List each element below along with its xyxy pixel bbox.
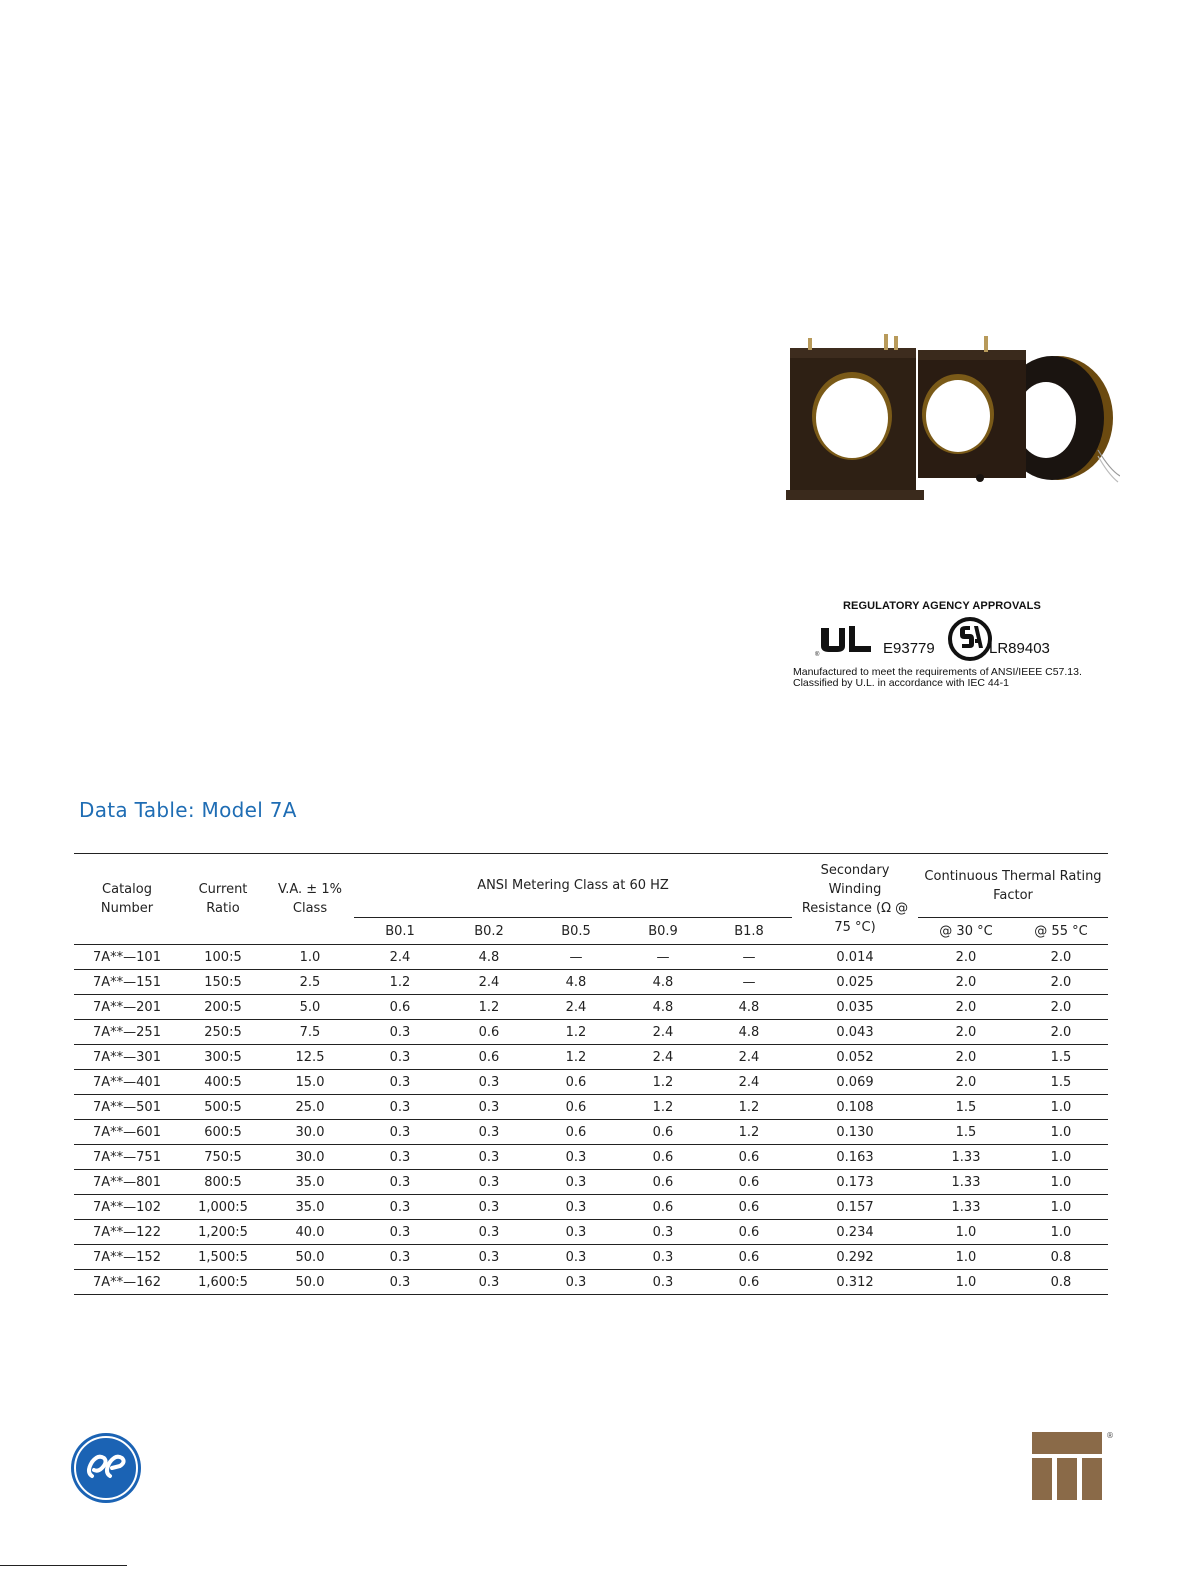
cell-b09: 1.2	[620, 1095, 706, 1120]
cell-secondary: 0.035	[792, 995, 918, 1020]
header-va: V.A. ± 1% Class	[266, 854, 354, 945]
cell-b01: 0.3	[354, 1145, 446, 1170]
header-crf: Continuous Thermal Rating Factor	[918, 854, 1108, 918]
cell-b01: 1.2	[354, 970, 446, 995]
cell-b01: 0.3	[354, 1120, 446, 1145]
cell-t55: 1.5	[1014, 1070, 1108, 1095]
cell-ratio: 100:5	[180, 945, 266, 970]
registered-mark-icon: ®	[815, 652, 820, 658]
cell-t55: 2.0	[1014, 995, 1108, 1020]
cell-catalog: 7A**—151	[74, 970, 180, 995]
cell-b18: 0.6	[706, 1170, 792, 1195]
cell-t30: 2.0	[918, 1070, 1014, 1095]
csa-number: LR89403	[989, 640, 1050, 657]
cell-catalog: 7A**—401	[74, 1070, 180, 1095]
cell-b01: 0.3	[354, 1045, 446, 1070]
table-row	[74, 970, 1108, 995]
cell-b05: 0.3	[532, 1220, 620, 1245]
cell-t30: 1.33	[918, 1170, 1014, 1195]
approvals-heading: REGULATORY AGENCY APPROVALS	[843, 600, 1041, 612]
cell-b02: 0.6	[446, 1045, 532, 1070]
approvals-note	[793, 667, 1082, 689]
cell-ratio: 1,200:5	[180, 1220, 266, 1245]
cell-secondary: 0.312	[792, 1270, 918, 1295]
cell-va: 12.5	[266, 1045, 354, 1070]
cell-b18: 2.4	[706, 1045, 792, 1070]
cell-catalog: 7A**—122	[74, 1220, 180, 1245]
cell-va: 7.5	[266, 1020, 354, 1045]
section-title: Data Table: Model 7A	[79, 798, 297, 822]
header-secondary: Secondary Winding Resistance (Ω @ 75 °C)	[792, 854, 918, 945]
cell-va: 40.0	[266, 1220, 354, 1245]
cell-b05: 4.8	[532, 970, 620, 995]
header-t30: @ 30 °C	[918, 918, 1014, 945]
cell-b09: 0.6	[620, 1145, 706, 1170]
cell-b02: 2.4	[446, 970, 532, 995]
cell-b09: 1.2	[620, 1070, 706, 1095]
data-table	[74, 853, 1108, 1295]
cell-ratio: 150:5	[180, 970, 266, 995]
cell-b02: 0.3	[446, 1220, 532, 1245]
cell-secondary: 0.130	[792, 1120, 918, 1145]
table-row	[74, 1120, 1108, 1145]
cell-va: 35.0	[266, 1170, 354, 1195]
cell-secondary: 0.069	[792, 1070, 918, 1095]
cell-secondary: 0.157	[792, 1195, 918, 1220]
cell-ratio: 800:5	[180, 1170, 266, 1195]
cell-b09: 0.6	[620, 1170, 706, 1195]
table-row	[74, 1195, 1108, 1220]
cell-t30: 2.0	[918, 945, 1014, 970]
cell-va: 15.0	[266, 1070, 354, 1095]
cell-va: 5.0	[266, 995, 354, 1020]
cell-b09: 0.6	[620, 1120, 706, 1145]
table-header-row	[74, 854, 1108, 918]
cell-va: 50.0	[266, 1270, 354, 1295]
cell-b05: —	[532, 945, 620, 970]
header-ratio: Current Ratio	[180, 854, 266, 945]
cell-b05: 2.4	[532, 995, 620, 1020]
cell-b18: 4.8	[706, 995, 792, 1020]
cell-t30: 1.33	[918, 1195, 1014, 1220]
cell-t55: 1.5	[1014, 1045, 1108, 1070]
cell-b09: 0.3	[620, 1270, 706, 1295]
csa-logo-icon	[948, 614, 992, 669]
cell-t55: 1.0	[1014, 1145, 1108, 1170]
cell-b02: 0.3	[446, 1245, 532, 1270]
cell-b02: 0.6	[446, 1020, 532, 1045]
footer-rule	[0, 1565, 127, 1566]
cell-catalog: 7A**—251	[74, 1020, 180, 1045]
cell-b01: 0.3	[354, 1195, 446, 1220]
table-row	[74, 1020, 1108, 1045]
cell-secondary: 0.052	[792, 1045, 918, 1070]
cell-b18: 0.6	[706, 1145, 792, 1170]
cell-t30: 1.0	[918, 1270, 1014, 1295]
table-row	[74, 995, 1108, 1020]
cell-b09: 4.8	[620, 995, 706, 1020]
cell-b05: 0.3	[532, 1170, 620, 1195]
cell-secondary: 0.234	[792, 1220, 918, 1245]
cell-b02: 4.8	[446, 945, 532, 970]
cell-t30: 1.5	[918, 1095, 1014, 1120]
approvals-note-line2: Classified by U.L. in accordance with IEC 44-1	[793, 677, 1009, 689]
cell-va: 25.0	[266, 1095, 354, 1120]
cell-b05: 1.2	[532, 1045, 620, 1070]
cell-ratio: 500:5	[180, 1095, 266, 1120]
cell-t30: 1.33	[918, 1145, 1014, 1170]
cell-b18: 0.6	[706, 1220, 792, 1245]
cell-secondary: 0.043	[792, 1020, 918, 1045]
table-row	[74, 1170, 1108, 1195]
table-row	[74, 1220, 1108, 1245]
cell-catalog: 7A**—152	[74, 1245, 180, 1270]
cell-t55: 1.0	[1014, 1120, 1108, 1145]
cell-b09: 0.3	[620, 1245, 706, 1270]
header-b02: B0.2	[446, 918, 532, 945]
header-catalog: Catalog Number	[74, 854, 180, 945]
cell-b18: 1.2	[706, 1120, 792, 1145]
cell-ratio: 400:5	[180, 1070, 266, 1095]
cell-ratio: 250:5	[180, 1020, 266, 1045]
cell-t55: 2.0	[1014, 970, 1108, 995]
cell-secondary: 0.108	[792, 1095, 918, 1120]
cell-b01: 0.3	[354, 1170, 446, 1195]
cell-b05: 0.3	[532, 1245, 620, 1270]
cell-catalog: 7A**—501	[74, 1095, 180, 1120]
cell-t30: 1.0	[918, 1220, 1014, 1245]
header-b05: B0.5	[532, 918, 620, 945]
cell-b05: 1.2	[532, 1020, 620, 1045]
cell-b09: 0.3	[620, 1220, 706, 1245]
cell-b18: —	[706, 945, 792, 970]
cell-b05: 0.3	[532, 1145, 620, 1170]
table-row	[74, 1070, 1108, 1095]
cell-t30: 2.0	[918, 970, 1014, 995]
cell-t30: 2.0	[918, 1020, 1014, 1045]
cell-b05: 0.3	[532, 1270, 620, 1295]
cell-b09: 0.6	[620, 1195, 706, 1220]
cell-b01: 0.3	[354, 1220, 446, 1245]
cell-va: 2.5	[266, 970, 354, 995]
cell-b18: 0.6	[706, 1245, 792, 1270]
cell-secondary: 0.292	[792, 1245, 918, 1270]
table-row	[74, 1045, 1108, 1070]
table-row	[74, 1245, 1108, 1270]
cell-b18: 2.4	[706, 1070, 792, 1095]
cell-b01: 0.3	[354, 1070, 446, 1095]
cell-t30: 2.0	[918, 1045, 1014, 1070]
cell-b01: 0.3	[354, 1270, 446, 1295]
cell-ratio: 750:5	[180, 1145, 266, 1170]
cell-catalog: 7A**—101	[74, 945, 180, 970]
cell-secondary: 0.173	[792, 1170, 918, 1195]
cell-b01: 0.3	[354, 1020, 446, 1045]
table-row	[74, 1095, 1108, 1120]
cell-ratio: 1,600:5	[180, 1270, 266, 1295]
cell-b02: 0.3	[446, 1270, 532, 1295]
cell-b02: 0.3	[446, 1145, 532, 1170]
header-b18: B1.8	[706, 918, 792, 945]
cell-ratio: 600:5	[180, 1120, 266, 1145]
cell-t55: 0.8	[1014, 1270, 1108, 1295]
cell-b18: —	[706, 970, 792, 995]
cell-t55: 2.0	[1014, 945, 1108, 970]
cell-t55: 1.0	[1014, 1170, 1108, 1195]
cell-ratio: 1,000:5	[180, 1195, 266, 1220]
cell-b05: 0.6	[532, 1095, 620, 1120]
cell-b01: 2.4	[354, 945, 446, 970]
ge-logo-icon	[70, 1432, 142, 1504]
cell-t30: 1.0	[918, 1245, 1014, 1270]
cell-b09: 4.8	[620, 970, 706, 995]
cell-ratio: 1,500:5	[180, 1245, 266, 1270]
ul-logo-icon	[815, 622, 881, 661]
cell-t55: 0.8	[1014, 1245, 1108, 1270]
cell-secondary: 0.025	[792, 970, 918, 995]
cell-b18: 0.6	[706, 1270, 792, 1295]
cell-b09: 2.4	[620, 1045, 706, 1070]
table-body	[74, 945, 1108, 1295]
cell-va: 30.0	[266, 1145, 354, 1170]
cell-secondary: 0.163	[792, 1145, 918, 1170]
cell-secondary: 0.014	[792, 945, 918, 970]
cell-va: 35.0	[266, 1195, 354, 1220]
cell-b18: 4.8	[706, 1020, 792, 1045]
cell-b02: 0.3	[446, 1170, 532, 1195]
cell-b01: 0.3	[354, 1245, 446, 1270]
cell-t55: 1.0	[1014, 1195, 1108, 1220]
header-ansi: ANSI Metering Class at 60 HZ	[354, 854, 792, 918]
cell-t30: 2.0	[918, 995, 1014, 1020]
cell-b18: 1.2	[706, 1095, 792, 1120]
cell-catalog: 7A**—751	[74, 1145, 180, 1170]
cell-b18: 0.6	[706, 1195, 792, 1220]
cell-b01: 0.3	[354, 1095, 446, 1120]
cell-catalog: 7A**—102	[74, 1195, 180, 1220]
header-b01: B0.1	[354, 918, 446, 945]
cell-b02: 0.3	[446, 1195, 532, 1220]
cell-b02: 0.3	[446, 1120, 532, 1145]
cell-b09: —	[620, 945, 706, 970]
product-photo	[780, 330, 1120, 505]
cell-va: 30.0	[266, 1120, 354, 1145]
regulatory-approvals	[793, 600, 1113, 700]
cell-catalog: 7A**—201	[74, 995, 180, 1020]
cell-catalog: 7A**—801	[74, 1170, 180, 1195]
approvals-note-line1: Manufactured to meet the requirements of ANSI/IEEE C57.13.	[793, 666, 1082, 678]
cell-t55: 1.0	[1014, 1095, 1108, 1120]
cell-b02: 1.2	[446, 995, 532, 1020]
cell-catalog: 7A**—601	[74, 1120, 180, 1145]
cell-b05: 0.3	[532, 1195, 620, 1220]
header-b09: B0.9	[620, 918, 706, 945]
svg-text:®: ®	[1106, 1431, 1114, 1440]
cell-b09: 2.4	[620, 1020, 706, 1045]
cell-t55: 2.0	[1014, 1020, 1108, 1045]
iti-logo-icon	[1030, 1430, 1114, 1502]
cell-b05: 0.6	[532, 1070, 620, 1095]
cell-ratio: 200:5	[180, 995, 266, 1020]
cell-t55: 1.0	[1014, 1220, 1108, 1245]
table-row	[74, 1145, 1108, 1170]
cell-t30: 1.5	[918, 1120, 1014, 1145]
cell-ratio: 300:5	[180, 1045, 266, 1070]
cell-catalog: 7A**—301	[74, 1045, 180, 1070]
table-row	[74, 945, 1108, 970]
cell-b01: 0.6	[354, 995, 446, 1020]
cell-va: 50.0	[266, 1245, 354, 1270]
cell-va: 1.0	[266, 945, 354, 970]
header-t55: @ 55 °C	[1014, 918, 1108, 945]
cell-b02: 0.3	[446, 1070, 532, 1095]
cell-catalog: 7A**—162	[74, 1270, 180, 1295]
cell-b05: 0.6	[532, 1120, 620, 1145]
cell-b02: 0.3	[446, 1095, 532, 1120]
table-row	[74, 1270, 1108, 1295]
ul-number: E93779	[883, 640, 935, 657]
